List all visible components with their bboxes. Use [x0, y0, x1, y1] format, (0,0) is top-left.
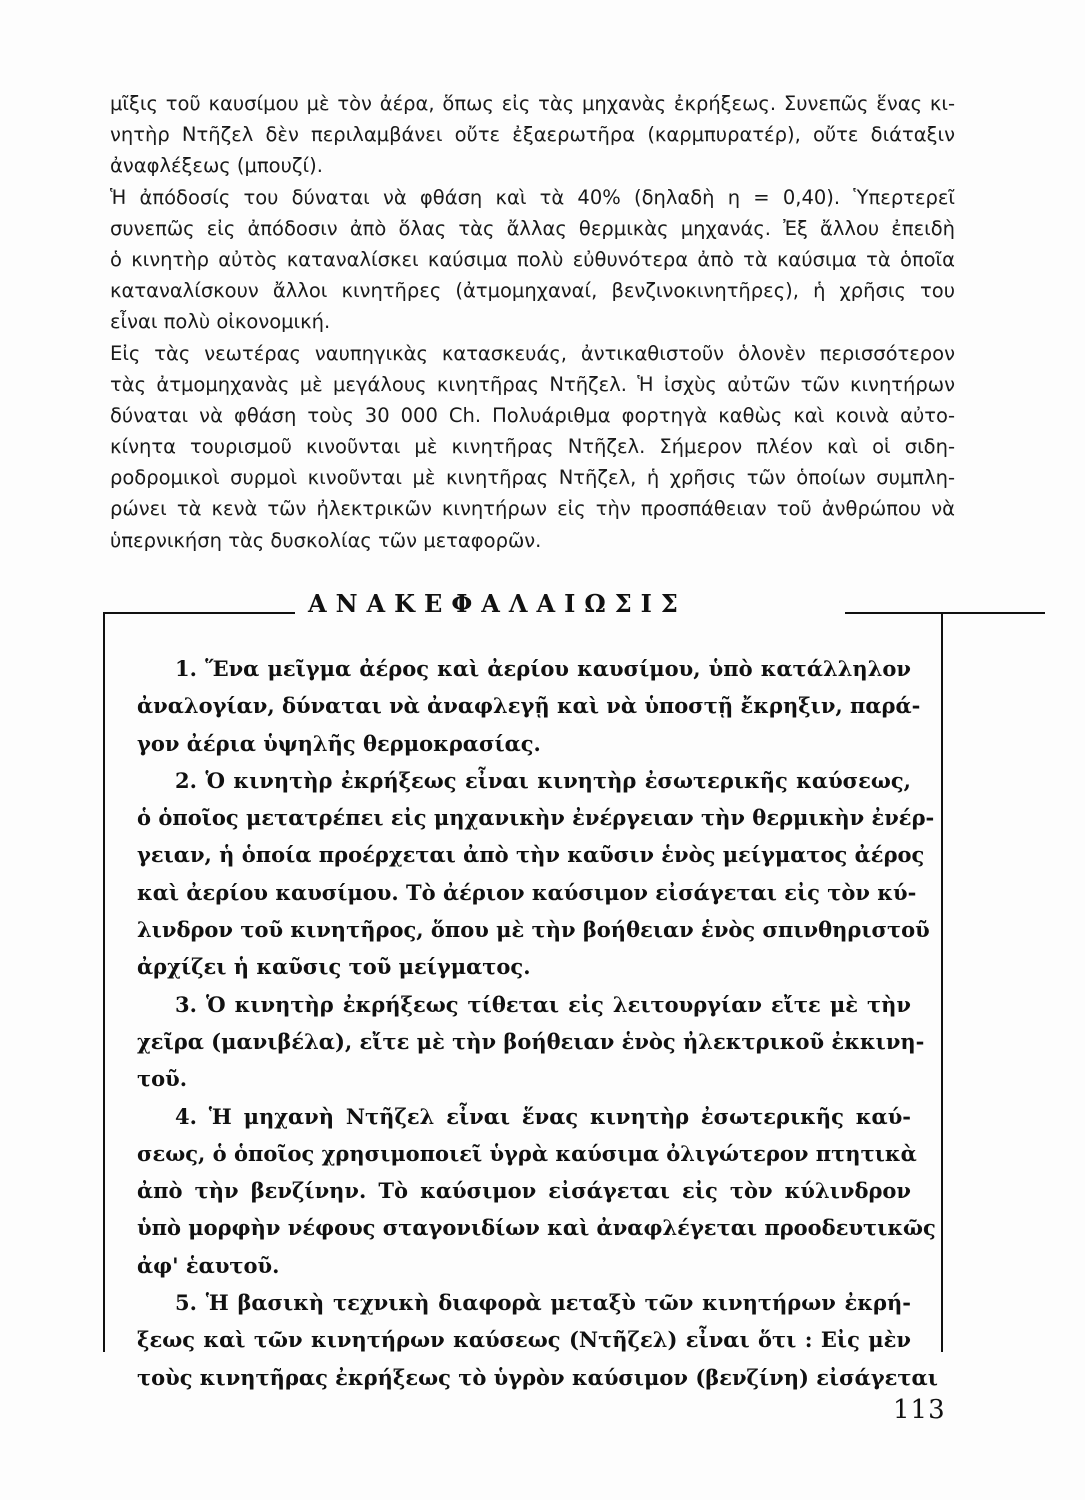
text-line: ὑπερνικήση τὰς δυσκολίας τῶν μεταφορῶν.	[110, 528, 542, 552]
heading-rule-right	[845, 612, 1045, 614]
text-line: ροδρομικοὶ συρμοὶ κινοῦνται μὲ κινητῆρας Ντῆζελ, ἡ χρῆσις τῶν ὁποίων συμπλη-	[110, 466, 955, 490]
summary-line: 4. Ἡ μηχανὴ Ντῆζελ εἶναι ἕνας κινητὴρ ἐσωτερικῆς καύ-	[175, 1103, 911, 1129]
text-line: ἀναφλέξεως (μπουζί).	[110, 154, 323, 178]
summary-line: ἀναλογίαν, δύναται νὰ ἀναφλεγῇ καὶ νὰ ὑποστῇ ἔκρηξιν, παρά-	[137, 693, 921, 719]
text-line: τὰς ἀτμομηχανὰς μὲ μεγάλους κινητῆρας Ντῆζελ. Ἡ ἰσχὺς αὐτῶν τῶν κινητήρων	[110, 372, 955, 396]
summary-heading-row	[103, 575, 945, 627]
text-line: εἶναι πολὺ οἰκονομική.	[110, 310, 331, 334]
summary-line: ὁ ὁποῖος μετατρέπει εἰς μηχανικὴν ἐνέργειαν τὴν θερμικὴν ἐνέρ-	[137, 805, 935, 831]
summary-line: ἀρχίζει ἡ καῦσις τοῦ μείγματος.	[137, 954, 531, 980]
summary-line: τοῦ.	[137, 1066, 188, 1092]
text-line: δύναται νὰ φθάση τοὺς 30 000 Ch. Πολυάριθμα φορτηγὰ καθὼς καὶ κοινὰ αὐτο-	[110, 403, 955, 427]
summary-line: τοὺς κινητῆρας ἐκρήξεως τὸ ὑγρὸν καύσιμον (βενζίνη) εἰσάγεται	[137, 1364, 938, 1390]
text-line: καταναλίσκουν ἄλλοι κινητῆρες (ἀτμομηχαναί, βενζινοκινητῆρες), ἡ χρῆσις του	[110, 279, 955, 303]
text-line: νητὴρ Ντῆζελ δὲν περιλαμβάνει οὔτε ἐξαερωτῆρα (καρμπυρατέρ), οὔτε διάταξιν	[110, 123, 955, 147]
summary-line: καὶ ἀερίου καυσίμου. Τὸ ἀέριον καύσιμον εἰσάγεται εἰς τὸν κύ-	[137, 879, 917, 905]
summary-line: γον ἀέρια ὑψηλῆς θερμοκρασίας.	[137, 730, 541, 756]
text-line: ρώνει τὰ κενὰ τῶν ἠλεκτρικῶν κινητήρων εἰς τὴν προσπάθειαν τοῦ ἀνθρώπου νὰ	[110, 497, 955, 521]
text-line: κίνητα τουρισμοῦ κινοῦνται μὲ κινητῆρας Ντῆζελ. Σήμερον πλέον καὶ οἱ σιδη-	[110, 435, 955, 459]
summary-line: χεῖρα (μανιβέλα), εἴτε μὲ τὴν βοήθειαν ἑνὸς ἠλεκτρικοῦ ἐκκινη-	[137, 1028, 925, 1054]
summary-line: 1. Ἕνα μεῖγμα ἀέρος καὶ ἀερίου καυσίμου, ὑπὸ κατάλληλον	[175, 656, 911, 681]
text-line: συνεπῶς εἰς ἀπόδοσιν ἀπὸ ὅλας τὰς ἄλλας θερμικὰς μηχανάς. Ἐξ ἄλλου ἐπειδὴ	[110, 216, 955, 240]
text-line: μῖξις τοῦ καυσίμου μὲ τὸν ἀέρα, ὅπως εἰς τὰς μηχανὰς ἐκρήξεως. Συνεπῶς ἕνας κι-	[110, 92, 955, 115]
page-number: 113	[893, 1395, 946, 1425]
summary-line: ὑπὸ μορφὴν νέφους σταγονιδίων καὶ ἀναφλέγεται προοδευτικῶς	[137, 1215, 936, 1241]
summary-line: ἀπὸ τὴν βενζίνην. Τὸ καύσιμον εἰσάγεται εἰς τὸν κύλινδρον	[137, 1178, 911, 1204]
text-line: ὁ κινητὴρ αὐτὸς καταναλίσκει καύσιμα πολὺ εὐθυνότερα ἀπὸ τὰ καύσιμα τὰ ὁποῖα	[110, 247, 955, 271]
summary-line: 5. Ἡ βασικὴ τεχνικὴ διαφορὰ μεταξὺ τῶν κινητήρων ἐκρή-	[175, 1290, 911, 1316]
summary-line: γειαν, ἡ ὁποία προέρχεται ἀπὸ τὴν καῦσιν ἑνὸς μείγματος ἀέρος	[137, 842, 925, 868]
summary-line: σεως, ὁ ὁποῖος χρησιμοποιεῖ ὑγρὰ καύσιμα ὀλιγώτερον πτητικὰ	[137, 1140, 917, 1166]
text-line: Ἡ ἀπόδοσίς του δύναται νὰ φθάση καὶ τὰ 40% (δηλαδὴ η = 0,40). Ὑπερτερεῖ	[110, 185, 955, 209]
summary-line: 3. Ὁ κινητὴρ ἐκρήξεως τίθεται εἰς λειτουργίαν εἴτε μὲ τὴν	[175, 991, 911, 1017]
body-paragraphs	[110, 88, 955, 556]
summary-list	[137, 650, 938, 1396]
summary-line: ξεως καὶ τῶν κινητήρων καύσεως (Ντῆζελ) εἶναι ὅτι : Εἰς μὲν	[137, 1327, 911, 1353]
summary-line: 2. Ὁ κινητὴρ ἐκρήξεως εἶναι κινητὴρ ἐσωτερικῆς καύσεως,	[175, 767, 911, 793]
summary-heading: ΑΝΑΚΕΦΑΛΑΙΩΣΙΣ	[308, 589, 687, 618]
summary-line: λινδρον τοῦ κινητῆρος, ὅπου μὲ τὴν βοήθειαν ἑνὸς σπινθηριστοῦ	[137, 917, 930, 943]
summary-line: ἀφ' ἑαυτοῦ.	[137, 1252, 280, 1278]
text-line: Εἰς τὰς νεωτέρας ναυπηγικὰς κατασκευάς, ἀντικαθιστοῦν ὁλονὲν περισσότερον	[110, 341, 955, 365]
heading-rule-left	[103, 612, 293, 614]
